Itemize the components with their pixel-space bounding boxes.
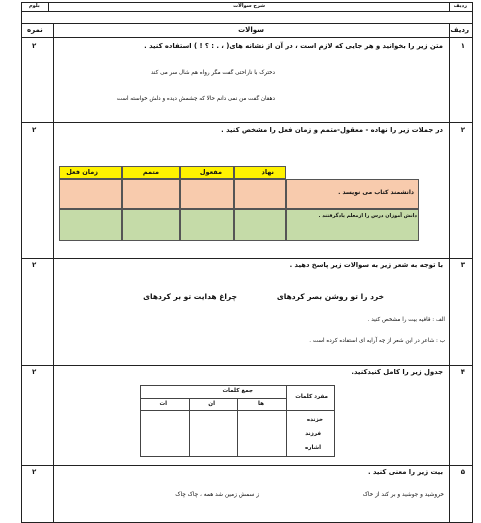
q1-line-2: دهقان گفت من نمی دانم حالا که چشمش دیده و دلش خواسته است xyxy=(116,96,275,102)
q2-row2-cell-1[interactable] xyxy=(234,209,286,241)
q5-score: ۲ xyxy=(32,468,37,476)
q1-title: متن زیر را بخوانید و هر جایی که لازم است ، در آن از نشانه های( ، . : ؟ ! ) استفاده کنید . xyxy=(144,42,443,50)
q4-plural-header: جمع کلمات xyxy=(222,388,253,394)
q2-row2-cell-3[interactable] xyxy=(122,209,180,241)
q4-col-ha: ها xyxy=(258,401,264,407)
q4-word-3: اشاره xyxy=(304,445,321,451)
q2-row1-cell-2[interactable] xyxy=(180,179,234,209)
q4-col-an: ان xyxy=(208,401,215,407)
q2-number: ۲ xyxy=(460,126,465,134)
q3-verse-left: چراغ هدایت تو بر کردهای xyxy=(143,292,237,301)
q2-row2-cell-4[interactable] xyxy=(59,209,122,241)
q5-verse-right: خروشید و جوشید و بر کند از خاک xyxy=(362,492,444,498)
q2-header-nahad xyxy=(234,166,286,179)
header-title: شرح سوالات xyxy=(233,3,265,9)
q3-title: با توجه به شعر زیر به سوالات زیر پاسخ دهید . xyxy=(289,261,443,269)
column-row-header: ردیف xyxy=(450,26,469,34)
q2-header-nahad-label: نهاد xyxy=(261,168,274,176)
q4-singular-header: مفرد کلمات xyxy=(295,394,328,400)
q2-row1-cell-1[interactable] xyxy=(234,179,286,209)
q4-score: ۲ xyxy=(32,368,37,376)
q4-col-at: ات xyxy=(159,401,167,407)
left-column-divider xyxy=(53,23,54,523)
q4-title: جدول زیر را کامل کنیدکنید. xyxy=(351,368,443,376)
q3-sub-b: ب : شاعر در این شعر از چه آرایه ای استفاده کرده است . xyxy=(309,338,445,344)
q1-line-1: دخترک با ناراحتی گفت مگر رواه هم شال سر می کند xyxy=(151,70,275,76)
q4-word-1: خزنده xyxy=(306,417,323,423)
q2-row1-text: دانشمند کتاب می نویسد . xyxy=(338,189,414,196)
q1-number: ۱ xyxy=(460,42,465,50)
q4-word-2: فرزند xyxy=(305,431,321,437)
q2-header-motamam-label: متمم xyxy=(142,168,159,176)
column-score-header: نمره xyxy=(27,26,43,34)
q5-title: بیت زیر را معنی کنید . xyxy=(368,468,443,476)
q2-row1-cell-3[interactable] xyxy=(122,179,180,209)
q5-number: ۵ xyxy=(460,468,465,476)
q3-sub-a: الف : قافیه بیت را مشخص کنید . xyxy=(367,317,445,323)
q3-score: ۲ xyxy=(32,261,37,269)
q4-number: ۴ xyxy=(460,368,465,376)
q2-header-zaman-label: زمان فعل xyxy=(66,168,98,176)
q2-row1-cell-4[interactable] xyxy=(59,179,122,209)
q2-score: ۲ xyxy=(32,126,37,134)
header-bloom-label: بلوم xyxy=(29,3,40,9)
column-questions-header: سوالات xyxy=(238,26,264,34)
header-row-label: ردیف xyxy=(453,3,467,9)
q2-row2-text: دانش آموزان درس را ازمعلم یادگرفتند . xyxy=(318,213,417,219)
right-column-divider xyxy=(449,23,450,523)
q3-number: ۳ xyxy=(460,261,465,269)
q2-row2-cell-2[interactable] xyxy=(180,209,234,241)
q5-verse-left: ز سمش زمین شد همه ، چاک چاک xyxy=(175,492,259,498)
q2-title: در جملات زیر را نهاده - معقول-متمم و زمان فعل را مشخص کنید . xyxy=(221,126,443,134)
q1-score: ۲ xyxy=(32,42,37,50)
q3-verse-right: خرد را تو روشن بصر کردهای xyxy=(276,292,384,301)
q2-header-mafool-label: مفعول xyxy=(199,168,222,176)
